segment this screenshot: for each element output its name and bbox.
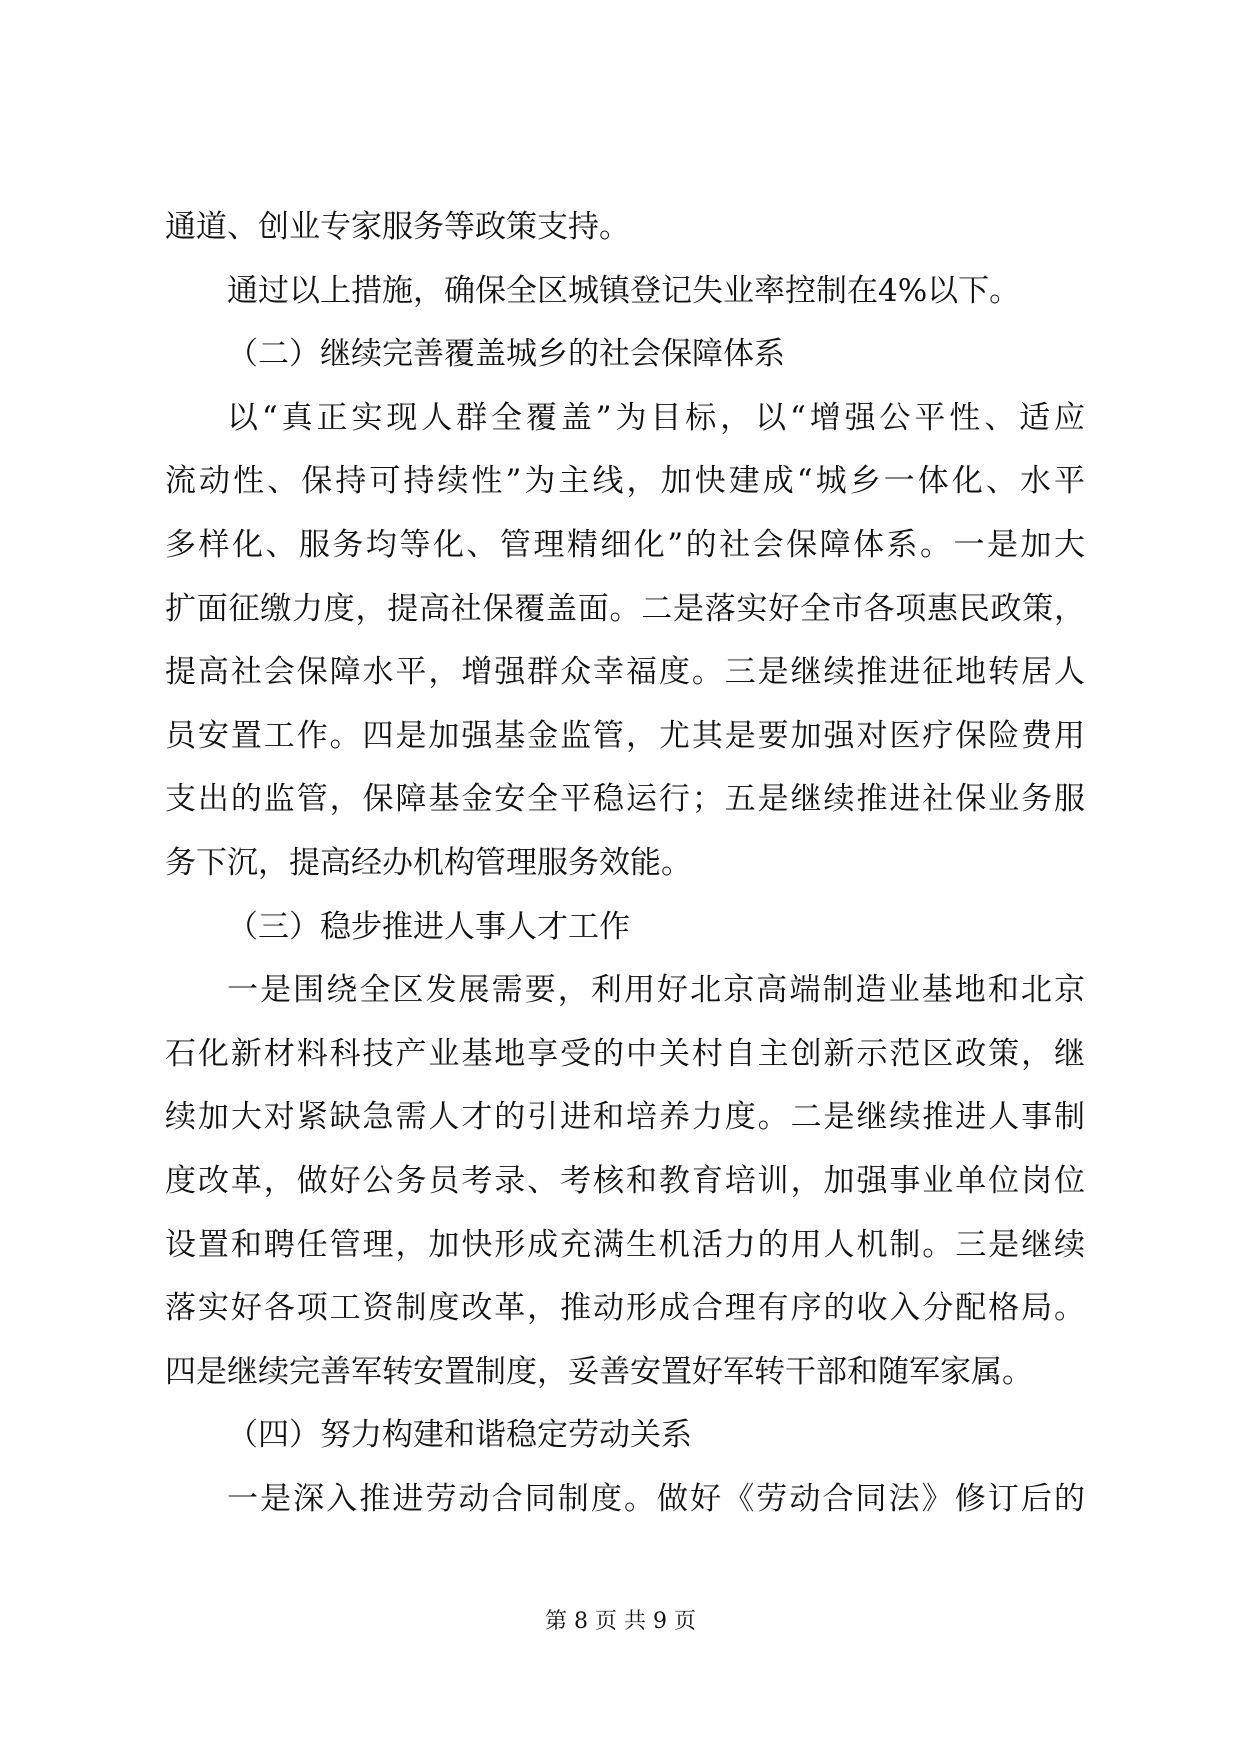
page-number-footer: 第 8 页 共 9 页 <box>545 1609 696 1634</box>
paragraph-line: 续加大对紧缺急需人才的引进和培养力度。二是继续推进人事制 <box>165 1099 1085 1136</box>
paragraph-line: 设置和聘任管理，加快形成充满生机活力的用人机制。三是继续 <box>165 1226 1085 1263</box>
paragraph-line: 度改革，做好公务员考录、考核和教育培训，加强事业单位岗位 <box>165 1162 1085 1199</box>
section-heading: （三）稳步推进人事人才工作 <box>227 908 630 945</box>
paragraph-line: 务下沉，提高经办机构管理服务效能。 <box>165 844 692 881</box>
document-body <box>165 196 1085 1531</box>
paragraph-line: 通道、创业专家服务等政策支持。 <box>165 209 630 245</box>
paragraph-line: 扩面征缴力度，提高社保覆盖面。二是落实好全市各项惠民政策， <box>165 590 1085 627</box>
section-heading: （四）努力构建和谐稳定劳动关系 <box>227 1417 692 1454</box>
paragraph-line: 一是深入推进劳动合同制度。做好《劳动合同法》修订后的 <box>227 1480 1085 1517</box>
paragraph-line: 员安置工作。四是加强基金监管，尤其是要加强对医疗保险费用 <box>165 717 1085 754</box>
section-heading: （二）继续完善覆盖城乡的社会保障体系 <box>227 336 785 373</box>
paragraph-line: 以“真正实现人群全覆盖”为目标，以“增强公平性、适应 <box>227 399 1085 436</box>
paragraph-line: 支出的监管，保障基金安全平稳运行；五是继续推进社保业务服 <box>165 781 1085 818</box>
paragraph-line: 通过以上措施，确保全区城镇登记失业率控制在4%以下。 <box>227 272 1021 309</box>
paragraph-line: 多样化、服务均等化、管理精细化”的社会保障体系。一是加大 <box>165 526 1085 563</box>
paragraph-line: 石化新材料科技产业基地享受的中关村自主创新示范区政策，继 <box>165 1035 1085 1072</box>
paragraph-line: 四是继续完善军转安置制度，妥善安置好军转干部和随军家属。 <box>165 1353 1033 1390</box>
paragraph-line: 落实好各项工资制度改革，推动形成合理有序的收入分配格局。 <box>165 1290 1085 1327</box>
paragraph-line: 提高社会保障水平，增强群众幸福度。三是继续推进征地转居人 <box>165 654 1085 691</box>
paragraph-line: 一是围绕全区发展需要，利用好北京高端制造业基地和北京 <box>227 972 1085 1009</box>
paragraph-line: 流动性、保持可持续性”为主线，加快建成“城乡一体化、水平 <box>165 463 1085 500</box>
